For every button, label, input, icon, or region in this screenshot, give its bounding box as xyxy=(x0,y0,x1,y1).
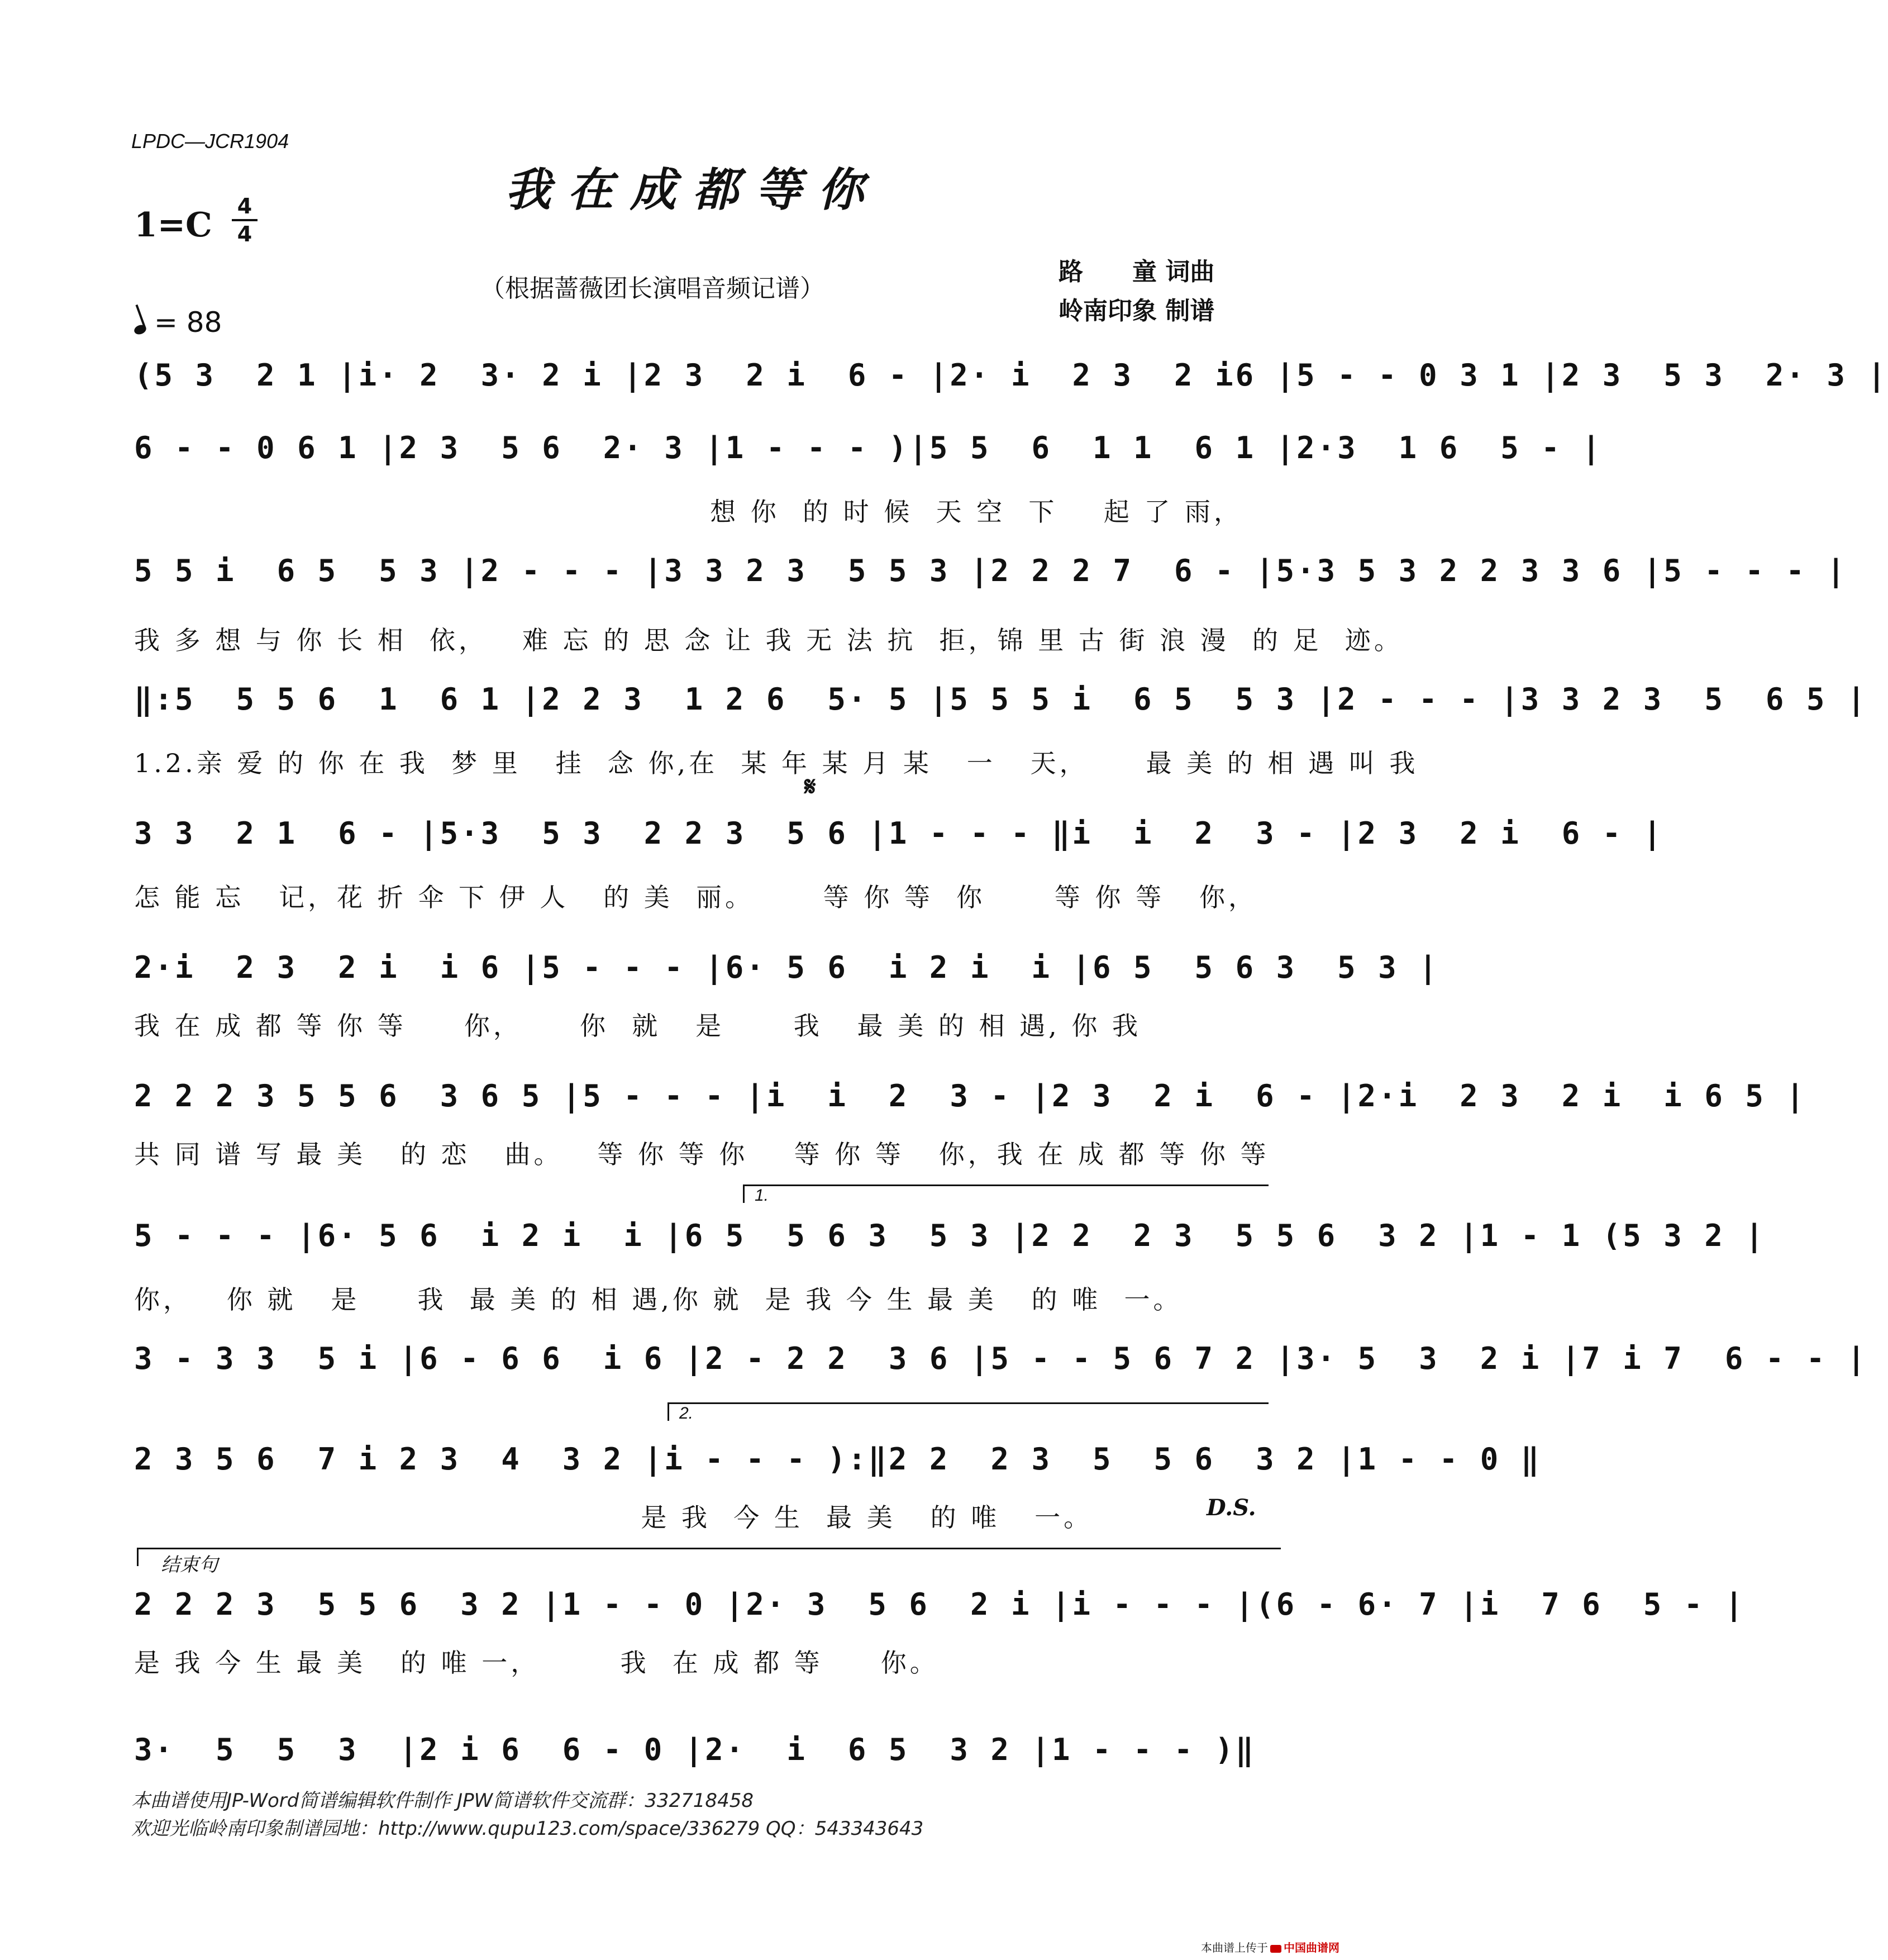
score-line-8: 5 - - - |6· 5 6 i 2 i i |6 5 5 6 3 5 3 |2 2 2 3 5 5 6 3 2 |1 - 1 (5 3 2 | xyxy=(134,1218,1766,1253)
site-logo-icon xyxy=(1270,1945,1281,1953)
lyric-line-8: 你， 你 就 是 我 最 美 的 相 遇,你 就 是 我 今 生 最 美 的 唯 一。 xyxy=(134,1285,1183,1315)
credit-lyrics: 路 童 词曲 xyxy=(1059,258,1215,286)
lyric-line-4: 1.2.亲 爱 的 你 在 我 梦 里 挂 念 你,在 某 年 某 月 某 一 天， 最 美 的 相 遇 叫 我 xyxy=(134,748,1419,778)
ds-marking: D.S. xyxy=(1207,1495,1256,1521)
footer-line-1: 本曲谱使用JP-Word简谱编辑软件制作 JPW简谱软件交流群：332718458 xyxy=(131,1790,754,1812)
site-watermark xyxy=(1201,1939,1339,1955)
quarter-note-icon xyxy=(133,324,147,336)
subtitle: （根据蔷薇团长演唱音频记谱） xyxy=(480,274,824,303)
score-line-4: ‖:5 5 5 6 1 6 1 |2 2 3 1 2 6 5· 5 |5 5 5 i 6 5 5 3 |2 - - - |3 3 2 3 5 6 5 | xyxy=(134,682,1868,717)
lyric-line-5: 怎 能 忘 记，花 折 伞 下 伊 人 的 美 丽。 等 你 等 你 等 你 等 你， xyxy=(134,882,1258,912)
segno-sign: 𝄋 xyxy=(804,771,816,802)
score-line-10: 2 3 5 6 7 i 2 3 4 3 2 |i - - - ):‖2 2 2 3 5 5 6 3 2 |1 - - 0 ‖ xyxy=(134,1442,1542,1477)
score-line-1: (5 3 2 1 |i· 2 3· 2 i |2 3 2 i 6 - |2· i 2 3 2 i6 |5 - - 0 3 1 |2 3 5 3 2· 3 | xyxy=(134,358,1888,393)
upload-label: 本曲谱上传于 xyxy=(1201,1941,1268,1954)
score-line-2: 6 - - 0 6 1 |2 3 5 6 2· 3 |1 - - - )|5 5 6 1 1 6 1 |2·3 1 6 5 - | xyxy=(134,430,1603,465)
score-line-7: 2 2 2 3 5 5 6 3 6 5 |5 - - - |i i 2 3 - |2 3 2 i 6 - |2·i 2 3 2 i i 6 5 | xyxy=(134,1078,1806,1114)
lyric-line-6: 我 在 成 都 等 你 等 你， 你 就 是 我 最 美 的 相 遇, 你 我 xyxy=(134,1011,1142,1041)
lyric-line-3: 我 多 想 与 你 长 相 依， 难 忘 的 思 念 让 我 无 法 抗 拒，锦 里 古 街 浪 漫 的 足 迹。 xyxy=(134,625,1403,655)
lyric-line-2: 想 你 的 时 候 天 空 下 起 了 雨， xyxy=(134,497,1243,527)
key-signature: 1=C xyxy=(134,206,212,245)
lyric-line-7: 共 同 谱 写 最 美 的 恋 曲。 等 你 等 你 等 你 等 你，我 在 成 都 等 你 等 xyxy=(134,1139,1270,1169)
score-line-12: 3· 5 5 3 |2 i 6 6 - 0 |2· i 6 5 3 2 |1 - - - )‖ xyxy=(134,1732,1256,1767)
ending-bracket: 结束句 xyxy=(137,1548,1281,1566)
score-line-6: 2·i 2 3 2 i i 6 |5 - - - |6· 5 6 i 2 i i |6 5 5 6 3 5 3 | xyxy=(134,950,1439,985)
tempo-value: = 88 xyxy=(154,306,222,339)
volta-2: 2. xyxy=(668,1402,1269,1421)
score-line-9: 3 - 3 3 5 i |6 - 6 6 i 6 |2 - 2 2 3 6 |5 - - 5 6 7 2 |3· 5 3 2 i |7 i 7 6 - - | xyxy=(134,1341,1868,1376)
lyric-line-11: 是 我 今 生 最 美 的 唯 一， 我 在 成 都 等 你。 xyxy=(134,1648,939,1678)
tempo-marking xyxy=(134,306,222,339)
site-brand: 中国曲谱网 xyxy=(1284,1941,1339,1954)
meter-bottom: 4 xyxy=(237,222,252,246)
score-line-3: 5 5 i 6 5 5 3 |2 - - - |3 3 2 3 5 5 3 |2 2 2 7 6 - |5·3 5 3 2 2 3 3 6 |5 - - - | xyxy=(134,553,1847,588)
time-signature xyxy=(232,194,258,246)
lyric-line-10: 是 我 今 生 最 美 的 唯 一。 xyxy=(134,1502,1093,1533)
score-code: LPDC—JCR1904 xyxy=(131,130,289,153)
meter-divider xyxy=(232,219,258,221)
score-line-11: 2 2 2 3 5 5 6 3 2 |1 - - 0 |2· 3 5 6 2 i |i - - - |(6 - 6· 7 |i 7 6 5 - | xyxy=(134,1587,1746,1622)
credit-score: 岭南印象 制谱 xyxy=(1059,297,1215,325)
meter-top: 4 xyxy=(237,194,252,218)
score-line-5: 3 3 2 1 6 - |5·3 5 3 2 2 3 5 6 |1 - - - ‖i i 2 3 - |2 3 2 i 6 - | xyxy=(134,816,1664,851)
footer-line-2: 欢迎光临岭南印象制谱园地：http://www.qupu123.com/space/336279 QQ：543343643 xyxy=(131,1818,924,1840)
song-title: 我在成都等你 xyxy=(505,163,880,217)
volta-1: 1. xyxy=(743,1184,1269,1203)
